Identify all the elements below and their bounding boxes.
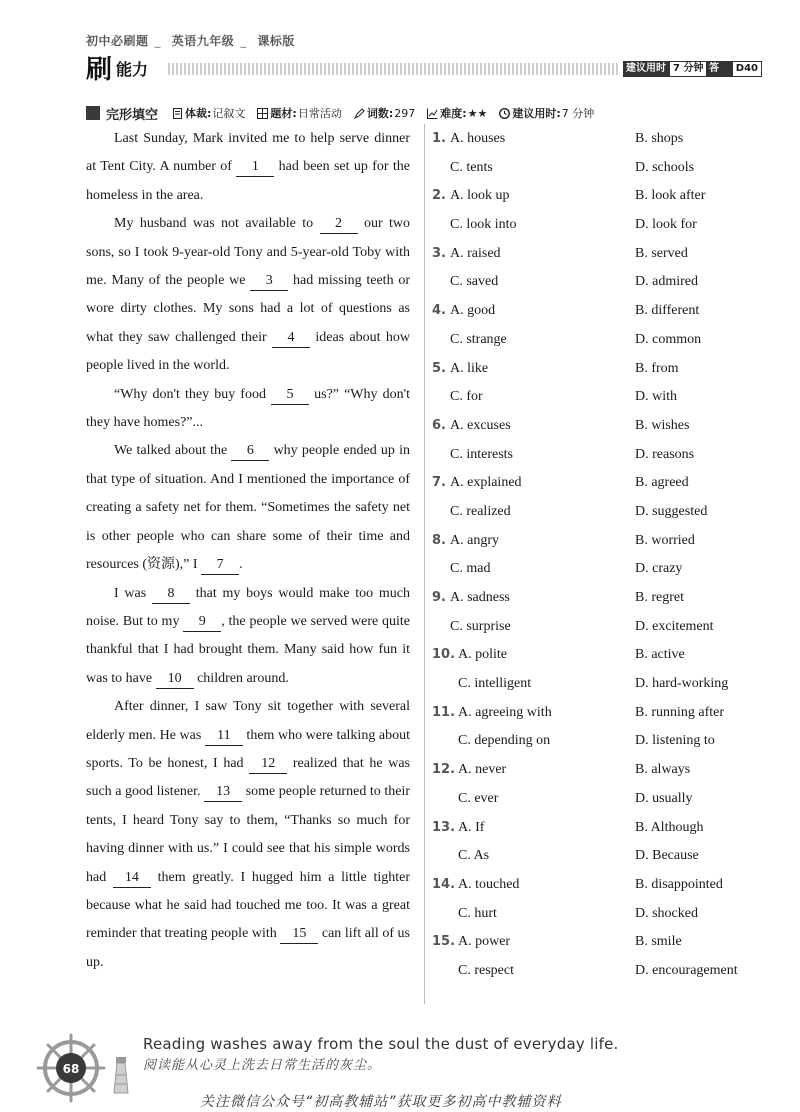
option-b[interactable]: B. from bbox=[635, 360, 679, 376]
question-row-ab bbox=[432, 584, 762, 613]
blank-3[interactable]: 3 bbox=[250, 272, 288, 291]
question-number: 15. bbox=[432, 934, 456, 950]
question-number: 13. bbox=[432, 819, 456, 835]
series-name: 初中必刷题 bbox=[86, 34, 149, 48]
quote-english: Reading washes away from the soul the dust of everyday life. bbox=[143, 1035, 619, 1053]
option-a[interactable]: A. good bbox=[450, 303, 496, 319]
question-row-ab bbox=[432, 355, 762, 384]
question-row-cd bbox=[432, 555, 762, 584]
option-b[interactable]: B. wishes bbox=[635, 417, 690, 433]
column-divider bbox=[424, 124, 425, 1004]
question-number: 11. bbox=[432, 704, 456, 720]
clock-icon bbox=[499, 108, 510, 119]
option-a[interactable]: A. like bbox=[450, 360, 489, 376]
answer-tag-label: 答案 bbox=[706, 61, 732, 77]
options-list bbox=[432, 125, 762, 986]
promo-text: 关注微信公众号“初高教辅站”获取更多初高中教辅资料 bbox=[200, 1094, 562, 1110]
question-number: 5. bbox=[432, 360, 446, 376]
time-tag-label: 建议用时 bbox=[623, 61, 669, 77]
option-d[interactable]: D. Because bbox=[635, 848, 699, 864]
paragraph-1: Last Sunday, Mark invited me to help serve dinner at Tent City. A number of 1 had been set up for the homeless in the area. bbox=[86, 131, 411, 203]
question-row-cd bbox=[432, 613, 762, 642]
question-row-cd bbox=[432, 842, 762, 871]
question-number: 3. bbox=[432, 245, 446, 261]
blank-4[interactable]: 4 bbox=[272, 329, 310, 348]
question-number: 7. bbox=[432, 475, 446, 491]
option-b[interactable]: B. different bbox=[635, 303, 700, 319]
genre-meta: 体裁: 记叙文 bbox=[172, 105, 245, 121]
question-row-ab bbox=[432, 928, 762, 957]
option-b[interactable]: B. agreed bbox=[635, 475, 689, 491]
question-number: 2. bbox=[432, 188, 446, 204]
brush-logo: 刷 bbox=[86, 55, 113, 85]
question-row-ab bbox=[432, 871, 762, 900]
paragraph-5: I was 8 that my boys would make too much noise. But to my 9 , the people we served were quite thankful that I had brought them. Many said how fun it was to have 10 children around. bbox=[86, 580, 410, 694]
question-row-cd bbox=[432, 498, 762, 527]
question-row-ab bbox=[432, 756, 762, 785]
question-row-ab bbox=[432, 469, 762, 498]
option-d[interactable]: D. suggested bbox=[635, 503, 708, 519]
option-d[interactable]: D. crazy bbox=[635, 561, 683, 577]
quote-chinese: 阅读能从心灵上洗去日常生活的灰尘。 bbox=[143, 1058, 382, 1073]
option-a[interactable]: A. explained bbox=[450, 475, 522, 491]
option-b[interactable]: B. disappointed bbox=[635, 876, 723, 892]
cloze-passage bbox=[86, 125, 410, 977]
option-d[interactable]: D. reasons bbox=[635, 446, 695, 462]
option-a[interactable]: A. power bbox=[458, 934, 511, 950]
question-row-cd bbox=[432, 383, 762, 412]
blank-1[interactable]: 1 bbox=[236, 158, 274, 177]
option-b[interactable]: B. always bbox=[635, 762, 691, 778]
blank-13[interactable]: 13 bbox=[204, 783, 242, 802]
paragraph-6: After dinner, I saw Tony sit together with several elderly men. He was 11 them who were talking about sports. To be honest, I had 12 realized that he was such a good listener. 13 some people returned to their tents, I heard Tony say to them, “Thanks so much for having dinner with us.” I could see that his simple words had 14 them greatly. I hugged him a little tighter because what he said had touched me too. It was a great reminder that treating people with 15 can lift all of us up. bbox=[86, 699, 411, 970]
option-d[interactable]: D. schools bbox=[635, 159, 695, 175]
option-a[interactable]: A. houses bbox=[450, 131, 506, 146]
blank-8[interactable]: 8 bbox=[152, 585, 190, 604]
word-count-meta: 词数: 297 bbox=[354, 105, 415, 121]
page-footer bbox=[0, 1025, 800, 1112]
chart-icon bbox=[427, 108, 438, 119]
question-number: 6. bbox=[432, 417, 446, 433]
blank-2[interactable]: 2 bbox=[320, 215, 358, 234]
blank-14[interactable]: 14 bbox=[113, 869, 151, 888]
blank-7[interactable]: 7 bbox=[201, 556, 239, 575]
option-c[interactable]: C. depending on bbox=[458, 733, 551, 749]
answer-tag-page: D40 bbox=[732, 61, 762, 77]
option-c[interactable]: C. intelligent bbox=[458, 676, 532, 692]
option-c[interactable]: C. surprise bbox=[450, 618, 511, 634]
option-a[interactable]: A. touched bbox=[458, 876, 520, 892]
paragraph-3: “Why don't they buy food 5 us?” “Why don't they have homes?”... bbox=[86, 386, 410, 431]
lighthouse-icon bbox=[108, 1055, 134, 1095]
question-row-ab bbox=[432, 182, 762, 211]
blank-11[interactable]: 11 bbox=[205, 727, 243, 746]
question-row-cd bbox=[432, 268, 762, 297]
edition-name: 课标版 bbox=[257, 34, 295, 48]
blank-12[interactable]: 12 bbox=[249, 755, 287, 774]
blank-9[interactable]: 9 bbox=[183, 613, 221, 632]
question-number: 9. bbox=[432, 590, 446, 605]
page-number: 68 bbox=[62, 1062, 80, 1076]
option-c[interactable]: C. interests bbox=[450, 446, 513, 462]
option-c[interactable]: C. saved bbox=[450, 274, 499, 290]
option-c[interactable]: C. for bbox=[450, 389, 483, 405]
difficulty-meta: 难度: ★★ bbox=[427, 105, 487, 121]
question-row-cd bbox=[432, 670, 762, 699]
decorative-hatch bbox=[168, 63, 620, 75]
question-number: 14. bbox=[432, 876, 456, 892]
question-row-cd bbox=[432, 326, 762, 355]
pen-icon bbox=[354, 108, 365, 119]
section-square-icon bbox=[86, 106, 100, 120]
section-title: 完形填空 bbox=[106, 107, 159, 123]
question-row-cd bbox=[432, 785, 762, 814]
option-b[interactable]: B. regret bbox=[635, 590, 684, 605]
option-a[interactable]: A. polite bbox=[458, 647, 507, 663]
option-b[interactable]: B. Although bbox=[635, 819, 704, 835]
option-d[interactable]: D. admired bbox=[635, 274, 698, 290]
option-a[interactable]: A. sadness bbox=[450, 590, 510, 605]
question-row-ab bbox=[432, 125, 762, 154]
option-c[interactable]: C. ever bbox=[458, 790, 499, 806]
option-d[interactable]: D. common bbox=[635, 331, 702, 347]
option-b[interactable]: B. smile bbox=[635, 934, 682, 950]
question-row-ab bbox=[432, 641, 762, 670]
question-row-cd bbox=[432, 957, 762, 986]
question-row-ab bbox=[432, 297, 762, 326]
option-d[interactable]: D. look for bbox=[635, 217, 697, 233]
question-number: 8. bbox=[432, 532, 446, 548]
series-header: 初中必刷题 _ 英语九年级 _ 课标版 bbox=[86, 34, 295, 48]
question-row-ab bbox=[432, 412, 762, 441]
option-a[interactable]: A. raised bbox=[450, 245, 501, 261]
blank-5[interactable]: 5 bbox=[271, 386, 309, 405]
suggested-time-tag bbox=[623, 61, 707, 77]
option-a[interactable]: A. excuses bbox=[450, 417, 511, 433]
paragraph-2: My husband was not available to 2 our two sons, so I took 9-year-old Tony and 5-year-old Toby with me. Many of the people we 3 had missing teeth or wore dirty clothes. My sons had a lot of questions as what they saw challenged their 4 ideas about how people lived in the world. bbox=[86, 216, 410, 374]
option-d[interactable]: D. encouragement bbox=[635, 962, 738, 978]
blank-15[interactable]: 15 bbox=[280, 925, 318, 944]
question-row-cd bbox=[432, 727, 762, 756]
option-d[interactable]: D. usually bbox=[635, 790, 693, 806]
option-b[interactable]: B. look after bbox=[635, 188, 706, 204]
answer-tag bbox=[706, 61, 762, 90]
question-row-ab bbox=[432, 814, 762, 843]
option-c[interactable]: C. hurt bbox=[458, 905, 497, 921]
option-a[interactable]: A. If bbox=[458, 819, 485, 835]
question-number: 12. bbox=[432, 762, 456, 778]
question-number: 4. bbox=[432, 303, 446, 319]
option-c[interactable]: C. As bbox=[458, 848, 490, 864]
option-c[interactable]: C. realized bbox=[450, 503, 511, 519]
question-row-ab bbox=[432, 527, 762, 556]
option-b[interactable]: B. worried bbox=[635, 532, 695, 548]
paragraph-4: We talked about the 6 why people ended up in that type of situation. And I mentioned the importance of creating a safety net for them. “Sometimes the safety net is other people who can share some of their time and resources (资源),” I 7 . bbox=[86, 437, 410, 579]
option-a[interactable]: A. angry bbox=[450, 532, 499, 548]
blank-6[interactable]: 6 bbox=[231, 442, 269, 461]
option-a[interactable]: A. agreeing with bbox=[458, 704, 552, 720]
question-number: 1. bbox=[432, 131, 446, 146]
option-b[interactable]: B. served bbox=[635, 245, 688, 261]
document-icon bbox=[172, 108, 183, 119]
option-c[interactable]: C. tents bbox=[450, 159, 493, 175]
topic-meta: 题材: 日常活动 bbox=[257, 105, 341, 121]
option-c[interactable]: C. strange bbox=[450, 331, 507, 347]
option-c[interactable]: C. look into bbox=[450, 217, 517, 233]
grid-icon bbox=[257, 108, 268, 119]
option-d[interactable]: D. excitement bbox=[635, 618, 714, 634]
section-bar bbox=[86, 104, 762, 122]
option-c[interactable]: C. mad bbox=[450, 561, 491, 577]
question-row-cd bbox=[432, 441, 762, 470]
question-row-cd bbox=[432, 900, 762, 929]
title-banner bbox=[86, 53, 762, 90]
question-row-ab bbox=[432, 240, 762, 269]
option-b[interactable]: B. running after bbox=[635, 704, 725, 720]
option-a[interactable]: A. never bbox=[458, 762, 507, 778]
ability-title: 能力 bbox=[116, 60, 149, 79]
option-a[interactable]: A. look up bbox=[450, 188, 510, 204]
option-b[interactable]: B. active bbox=[635, 647, 685, 663]
option-d[interactable]: D. listening to bbox=[635, 733, 715, 749]
question-row-cd bbox=[432, 154, 762, 183]
question-row-cd bbox=[432, 211, 762, 240]
option-c[interactable]: C. respect bbox=[458, 962, 514, 978]
blank-10[interactable]: 10 bbox=[156, 670, 194, 689]
option-d[interactable]: D. with bbox=[635, 389, 677, 405]
question-row-ab bbox=[432, 699, 762, 728]
time-tag-value: 7 分钟 bbox=[669, 61, 707, 77]
option-d[interactable]: D. shocked bbox=[635, 905, 698, 921]
subject-name: 英语九年级 bbox=[171, 34, 235, 48]
option-b[interactable]: B. shops bbox=[635, 131, 684, 146]
question-number: 10. bbox=[432, 647, 456, 663]
time-meta: 建议用时: 7 分钟 bbox=[499, 105, 594, 121]
option-d[interactable]: D. hard-working bbox=[635, 676, 729, 692]
